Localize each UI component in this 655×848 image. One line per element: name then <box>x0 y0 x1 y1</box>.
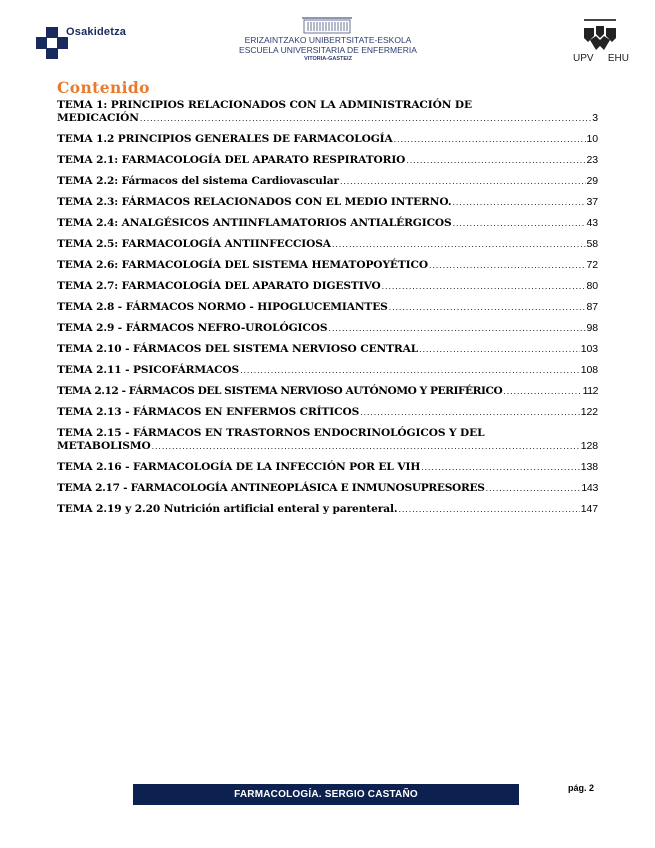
toc-entry-title: METABOLISMO <box>57 440 151 452</box>
toc-leader-dots <box>332 238 586 251</box>
toc-entry-page: 108 <box>580 364 598 376</box>
toc-entry[interactable] <box>57 503 598 516</box>
toc-leader-dots <box>340 175 586 188</box>
toc-entry-title-line1: TEMA 2.15 - FÁRMACOS EN TRASTORNOS ENDOCRINOLÓGICOS Y DEL <box>57 427 485 439</box>
toc-entry-page: 103 <box>580 343 598 355</box>
toc-leader-dots <box>429 259 586 272</box>
toc-entry-title: TEMA 2.11 - PSICOFÁRMACOS <box>57 364 240 376</box>
toc-entry-page: 37 <box>586 196 598 208</box>
toc-leader-dots <box>503 385 581 398</box>
toc-leader-dots <box>421 461 580 474</box>
toc-entry[interactable] <box>57 238 598 251</box>
toc-entry-title: TEMA 2.10 - FÁRMACOS DEL SISTEMA NERVIOSO CENTRAL <box>57 343 419 355</box>
toc-entry-page: 128 <box>580 440 598 452</box>
school-name-basque: ERIZAINTZAKO UNIBERTSITATE-ESKOLA <box>244 35 412 45</box>
toc-leader-dots <box>406 154 585 167</box>
table-of-contents <box>57 99 598 524</box>
toc-leader-dots <box>240 364 580 377</box>
toc-entry[interactable] <box>57 461 598 474</box>
toc-entry[interactable] <box>57 196 598 209</box>
upv-ehu-label <box>573 53 629 64</box>
toc-entry-page: 72 <box>586 259 598 271</box>
toc-entry-page: 98 <box>586 322 598 334</box>
toc-entry-page: 122 <box>580 406 598 418</box>
toc-entry-title: TEMA 2.6: FARMACOLOGÍA DEL SISTEMA HEMATOPOYÉTICO <box>57 259 428 271</box>
school-name-spanish: ESCUELA UNIVERSITARIA DE ENFERMERIA <box>239 45 417 55</box>
ehu-label: EHU <box>607 53 629 64</box>
toc-entry[interactable] <box>57 406 598 419</box>
page-number: pág. 2 <box>568 783 595 793</box>
toc-entry-title: TEMA 2.9 - FÁRMACOS NEFRO-UROLÓGICOS <box>57 322 328 334</box>
toc-entry[interactable] <box>57 154 598 167</box>
footer-title: FARMACOLOGÍA. SERGIO CASTAÑO <box>234 789 418 800</box>
toc-entry-page: 138 <box>580 461 598 473</box>
toc-entry-title: TEMA 2.17 - FARMACOLOGÍA ANTINEOPLÁSICA E INMUNOSUPRESORES <box>57 482 485 494</box>
toc-leader-dots <box>389 301 586 314</box>
toc-entry-page: 23 <box>586 154 598 166</box>
toc-entry-page: 58 <box>586 238 598 250</box>
toc-leader-dots <box>360 406 580 419</box>
toc-entry-title: MEDICACIÓN <box>57 112 139 124</box>
toc-entry[interactable] <box>57 280 598 293</box>
toc-entry-title: TEMA 2.7: FARMACOLOGÍA DEL APARATO DIGESTIVO <box>57 280 381 292</box>
toc-entry[interactable] <box>57 364 598 377</box>
toc-entry-title-line1: TEMA 1: PRINCIPIOS RELACIONADOS CON LA ADMINISTRACIÓN DE <box>57 99 472 111</box>
toc-entry[interactable] <box>57 343 598 356</box>
toc-entry-page: 3 <box>592 112 598 124</box>
toc-entry-title: TEMA 2.19 y 2.20 Nutrición artificial enteral y parenteral. <box>57 503 398 515</box>
osakidetza-logo <box>36 27 68 59</box>
toc-entry[interactable] <box>57 99 598 125</box>
toc-leader-dots <box>382 280 586 293</box>
toc-entry[interactable] <box>57 385 598 398</box>
toc-leader-dots <box>453 196 586 209</box>
upv-label: UPV <box>573 53 594 64</box>
toc-entry-title: TEMA 2.8 - FÁRMACOS NORMO - HIPOGLUCEMIANTES <box>57 301 388 313</box>
toc-entry-page: 80 <box>586 280 598 292</box>
toc-entry-title: TEMA 2.16 - FARMACOLOGÍA DE LA INFECCIÓN POR EL VIH <box>57 461 421 473</box>
upv-logo-top-rule <box>584 19 616 21</box>
toc-entry-page: 10 <box>586 133 598 145</box>
toc-leader-dots <box>140 112 591 125</box>
toc-entry-title: TEMA 2.13 - FÁRMACOS EN ENFERMOS CRÍTICOS <box>57 406 360 418</box>
toc-entry-title: TEMA 2.1: FARMACOLOGÍA DEL APARATO RESPIRATORIO <box>57 154 406 166</box>
toc-entry[interactable] <box>57 301 598 314</box>
toc-entry[interactable] <box>57 217 598 230</box>
toc-entry-title: TEMA 1.2 PRINCIPIOS GENERALES DE FARMACOLOGÍA <box>57 133 393 145</box>
toc-entry-title: TEMA 2.12 - FÁRMACOS DEL SISTEMA NERVIOSO AUTÓNOMO Y PERIFÉRICO <box>57 385 503 397</box>
toc-entry-title: TEMA 2.5: FARMACOLOGÍA ANTIINFECCIOSA <box>57 238 331 250</box>
toc-leader-dots <box>399 503 580 516</box>
toc-entry-page: 112 <box>582 385 598 397</box>
toc-entry-page: 87 <box>586 301 598 313</box>
toc-entry[interactable] <box>57 175 598 188</box>
toc-entry[interactable] <box>57 259 598 272</box>
toc-entry[interactable] <box>57 482 598 495</box>
toc-entry-page: 29 <box>586 175 598 187</box>
toc-heading: Contenido <box>57 78 150 97</box>
school-city: VITORIA-GASTEIZ <box>304 56 352 62</box>
toc-entry-title: TEMA 2.4: ANALGÉSICOS ANTIINFLAMATORIOS ANTIALÉRGICOS <box>57 217 452 229</box>
upv-ehu-logo <box>582 24 618 52</box>
toc-leader-dots <box>328 322 585 335</box>
university-emblem-icon <box>302 16 352 34</box>
toc-entry[interactable] <box>57 133 598 146</box>
toc-entry-page: 43 <box>586 217 598 229</box>
osakidetza-label: Osakidetza <box>66 26 127 38</box>
toc-entry[interactable] <box>57 322 598 335</box>
toc-leader-dots <box>419 343 580 356</box>
toc-leader-dots <box>152 440 580 453</box>
toc-leader-dots <box>486 482 581 495</box>
footer-bar <box>133 784 519 805</box>
toc-entry[interactable] <box>57 427 598 453</box>
toc-entry-title: TEMA 2.2: Fármacos del sistema Cardiovascular <box>57 175 339 187</box>
toc-entry-page: 147 <box>580 503 598 515</box>
toc-entry-page: 143 <box>581 482 598 494</box>
toc-leader-dots <box>394 133 586 146</box>
toc-entry-title: TEMA 2.3: FÁRMACOS RELACIONADOS CON EL MEDIO INTERNO. <box>57 196 452 208</box>
toc-leader-dots <box>453 217 586 230</box>
